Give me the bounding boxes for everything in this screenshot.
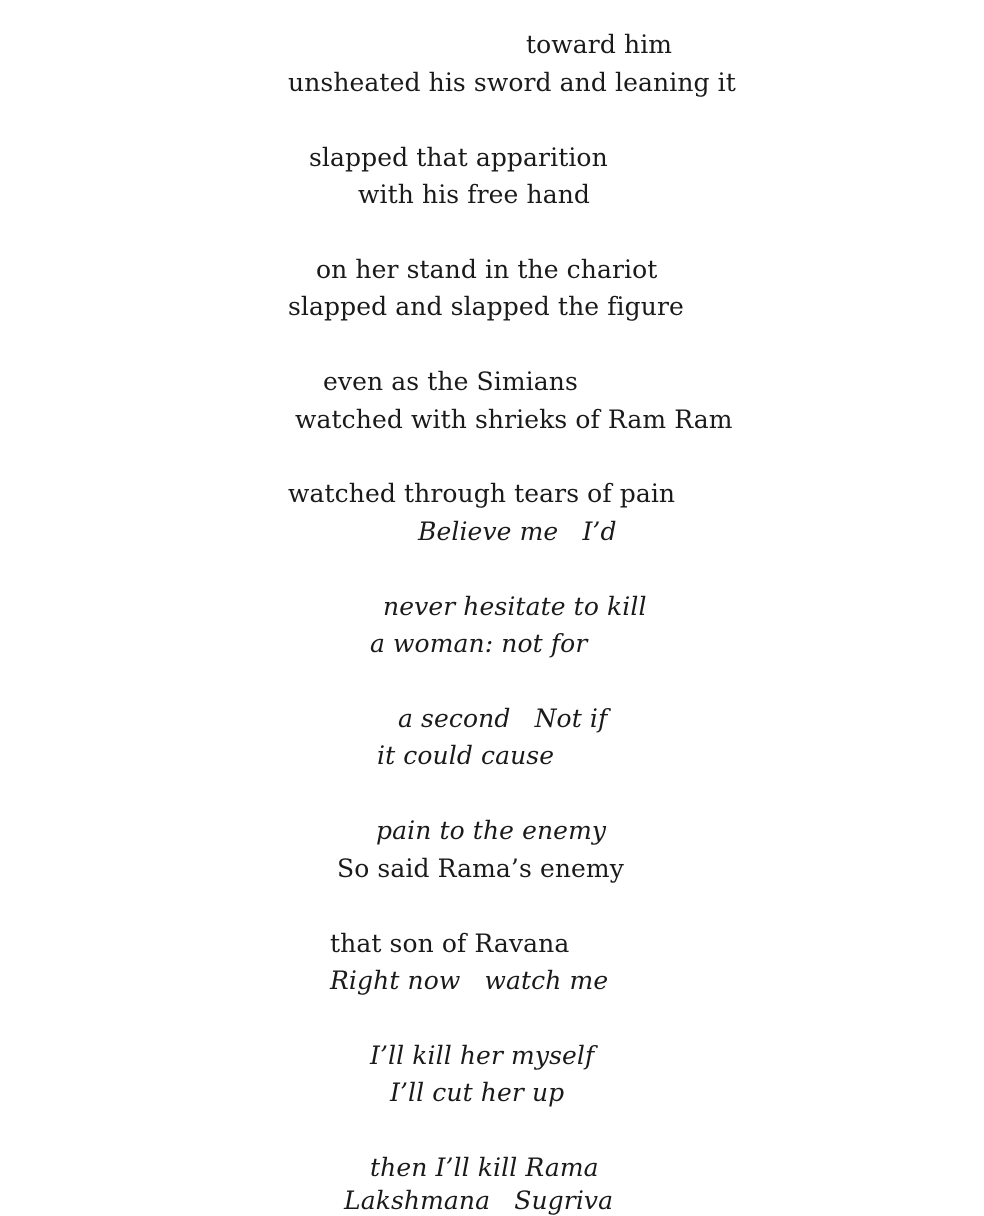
poem-line-12: a woman: not for — [370, 629, 588, 658]
poem-line-9: watched through tears of pain — [288, 479, 676, 508]
poem-line-8: watched with shrieks of Ram Ram — [295, 405, 733, 434]
poem-line-5: on her stand in the chariot — [316, 255, 658, 284]
poem-line-13: a second Not if — [398, 704, 608, 733]
poem-line-3: slapped that apparition — [309, 143, 608, 172]
poem-line-11: never hesitate to kill — [383, 592, 647, 621]
poem-line-14: it could cause — [377, 741, 555, 770]
poem-line-2: unsheated his sword and leaning it — [288, 68, 736, 97]
poem-line-10: Believe me I’d — [418, 517, 617, 546]
poem-line-4: with his free hand — [358, 180, 591, 209]
poem-line-20: I’ll cut her up — [390, 1078, 565, 1107]
poem-line-19: I’ll kill her myself — [370, 1041, 595, 1070]
poem-line-17: that son of Ravana — [330, 929, 570, 958]
poem-line-16: So said Rama’s enemy — [337, 854, 624, 883]
poem-line-18: Right now watch me — [330, 966, 609, 995]
poem-line-21: then I’ll kill Rama — [370, 1153, 599, 1182]
poem-line-22: Lakshmana Sugriva — [344, 1186, 614, 1215]
poem-line-1: toward him — [526, 30, 673, 59]
poem-line-15: pain to the enemy — [376, 816, 607, 845]
poem-line-7: even as the Simians — [323, 367, 578, 396]
poem-line-6: slapped and slapped the figure — [288, 292, 684, 321]
